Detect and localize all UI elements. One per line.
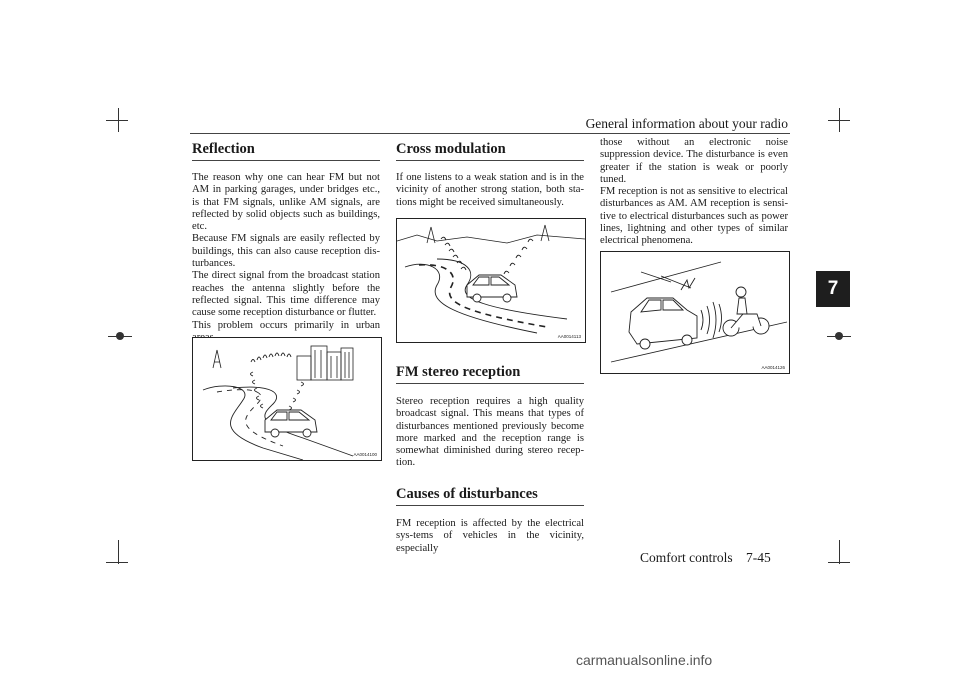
paragraph: those without an electronic noise suppression device. The disturbance is even greater if the station is weak or poorly tuned. — [600, 137, 788, 185]
reflection-illustration — [192, 337, 382, 461]
fm-stereo-text — [396, 396, 584, 470]
figure-code: AA0014100 — [353, 452, 377, 457]
paragraph: Stereo reception requires a high quality broadcast signal. This means that types of disturbances mentioned previously become more marked and the reception range is somewhat diminished during stereo recep-tion. — [396, 396, 584, 469]
section-rule-cross-modulation — [396, 160, 584, 161]
section-rule-causes — [396, 505, 584, 506]
section-heading-fm-stereo: FM stereo reception — [396, 364, 521, 380]
crop-mark-tl-h — [106, 120, 128, 121]
crop-mark-br-v — [839, 540, 840, 564]
reflection-diagram — [193, 338, 381, 460]
paragraph: If one listens to a weak station and is in the vicinity of another strong station, both sta-tions might be received simultaneously. — [396, 172, 584, 208]
paragraph: This problem occurs primarily in urban — [192, 319, 380, 331]
paragraph: The direct signal from the broadcast station reaches the antenna slightly before the reflected signal. This time difference may cause some reception disturbance or flutter. — [192, 270, 380, 319]
registration-mark-left-h — [108, 336, 132, 337]
crop-mark-bl-h — [106, 562, 128, 563]
figure-code: AA0014126 — [761, 365, 785, 370]
page-header-title: General information about your radio — [585, 116, 788, 131]
crop-mark-br-h — [828, 562, 850, 563]
crop-mark-bl-v — [118, 540, 119, 564]
cross-modulation-illustration — [396, 218, 586, 343]
causes-continued-text — [600, 137, 788, 248]
footer-page-number: 7-45 — [746, 550, 771, 565]
disturbance-diagram — [601, 252, 789, 373]
cross-modulation-text — [396, 172, 584, 209]
section-heading-cross-modulation: Cross modulation — [396, 141, 506, 157]
figure-code: AA0014113 — [557, 334, 581, 339]
crop-mark-tr-h — [828, 120, 850, 121]
footer-section-name: Comfort controls — [640, 550, 733, 565]
paragraph: FM reception is affected by the electrical sys-tems of vehicles in the vicinity, especially — [396, 518, 584, 554]
section-heading-reflection: Reflection — [192, 141, 255, 157]
causes-text — [396, 518, 584, 555]
paragraph: FM reception is not as sensitive to electrical disturbances as AM. AM reception is sensi-tive to electrical disturbances such as power lines, lightning and other types of similar electrical phenomena. — [600, 186, 788, 247]
disturbance-illustration — [600, 251, 790, 374]
paragraph: The reason why one can hear FM but not AM in parking garages, under bridges etc., is that FM signals, unlike AM signals, are reflected by solid objects such as buildings, etc. — [192, 172, 380, 233]
paragraph: Because FM signals are easily reflected by buildings, this can also cause reception dis-turbances. — [192, 233, 380, 270]
watermark[interactable]: carmanualsonline.info — [576, 652, 713, 668]
chapter-tab: 7 — [816, 271, 850, 307]
registration-mark-right-h — [827, 336, 851, 337]
cross-modulation-diagram — [397, 219, 585, 342]
reflection-text — [192, 172, 380, 344]
section-rule-fm-stereo — [396, 383, 584, 384]
section-rule-reflection — [192, 160, 380, 161]
header-rule — [190, 133, 790, 134]
section-heading-causes: Causes of disturbances — [396, 486, 538, 502]
